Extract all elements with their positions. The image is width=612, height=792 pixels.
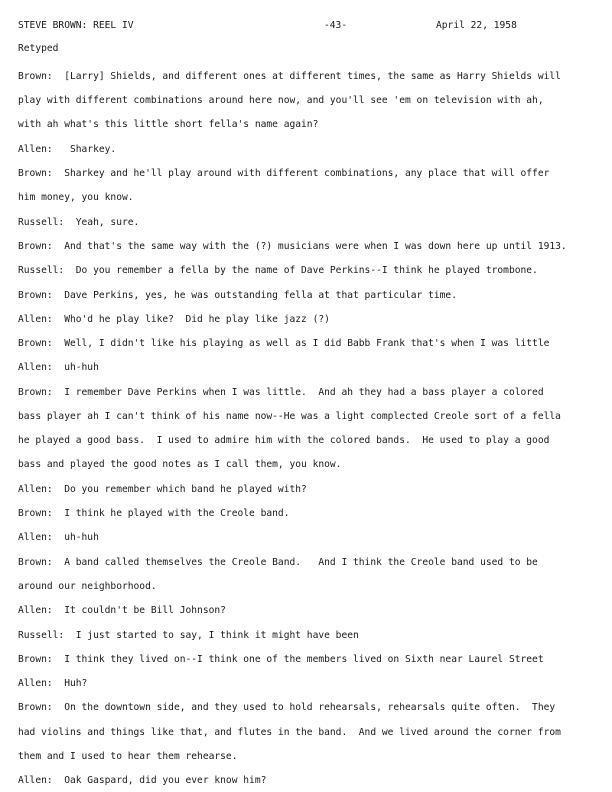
transcript-line: Allen: Sharkey. <box>18 144 117 155</box>
transcript-line: Allen: Who'd he play like? Did he play like jazz (?) <box>18 314 330 325</box>
transcript-line: Brown: I remember Dave Perkins when I was little. And ah they had a bass player a colored <box>18 387 544 398</box>
transcript-line: Allen: It couldn't be Bill Johnson? <box>18 605 226 616</box>
transcript-line: around our neighborhood. <box>18 581 157 592</box>
transcript-line: them and I used to hear them rehearse. <box>18 751 238 762</box>
transcript-line: Russell: Yeah, sure. <box>18 217 140 228</box>
transcript-line: Brown: A band called themselves the Creole Band. And I think the Creole band used to be <box>18 557 538 568</box>
transcript-line: Brown: Sharkey and he'll play around with different combinations, any place that will offer <box>18 168 550 179</box>
transcript-line: Allen: Do you remember which band he played with? <box>18 484 307 495</box>
transcript-line: Brown: I think he played with the Creole band. <box>18 508 290 519</box>
transcript-line: Brown: On the downtown side, and they used to hold rehearsals, rehearsals quite often. They <box>18 702 556 713</box>
transcript-line: he played a good bass. I used to admire him with the colored bands. He used to play a good <box>18 435 550 446</box>
transcript-line: play with different combinations around here now, and you'll see 'em on television with ah, <box>18 95 544 106</box>
header-reel-label: STEVE BROWN: REEL IV <box>18 20 134 31</box>
transcript-line: Allen: Oak Gaspard, did you ever know him? <box>18 775 267 786</box>
transcript-line: Russell: Do you remember a fella by the name of Dave Perkins--I think he played trombone. <box>18 265 538 276</box>
transcript-line: Allen: Huh? <box>18 678 88 689</box>
transcript-line: Allen: uh-huh <box>18 532 99 543</box>
retyped-note: Retyped <box>18 43 59 54</box>
page-header <box>18 20 598 34</box>
transcript-line: him money, you know. <box>18 192 134 203</box>
transcript-line: Brown: Dave Perkins, yes, he was outstanding fella at that particular time. <box>18 290 457 301</box>
transcript-line: Allen: uh-huh <box>18 362 99 373</box>
transcript-line: Russell: I just started to say, I think it might have been <box>18 630 359 641</box>
transcript-line: Brown: I think they lived on--I think one of the members lived on Sixth near Laurel Street <box>18 654 544 665</box>
transcript-line: bass and played the good notes as I call them, you know. <box>18 459 342 470</box>
transcript-line: bass player ah I can't think of his name now--He was a light complected Creole sort of a fella <box>18 411 561 422</box>
transcript-line: with ah what's this little short fella's name again? <box>18 119 319 130</box>
transcript-line: Brown: Well, I didn't like his playing as well as I did Babb Frank that's when I was little <box>18 338 550 349</box>
transcript-line: Brown: [Larry] Shields, and different ones at different times, the same as Harry Shields will <box>18 71 561 82</box>
page-number: -43- <box>324 20 348 31</box>
transcript-line: Brown: And that's the same way with the (?) musicians were when I was down here up until 1913. <box>18 241 567 252</box>
header-date: April 22, 1958 <box>436 20 517 31</box>
transcript-line: had violins and things like that, and flutes in the band. And we lived around the corner from <box>18 727 561 738</box>
